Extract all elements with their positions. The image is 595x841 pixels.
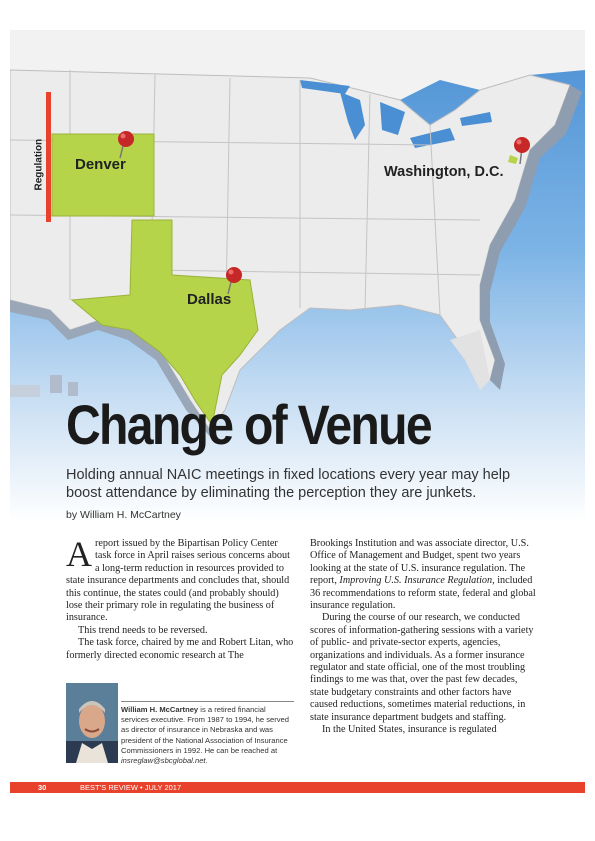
author-bio [66,683,294,767]
city-label-dallas: Dallas [187,291,232,308]
page-footer [10,782,585,793]
author-email: insreglaw@sbcglobal.net [121,756,206,766]
article-byline: by William H. McCartney [66,509,181,521]
bio-text: William H. McCartney is a retired financial services executive. From 1987 to 1994, he served as director of insurance in Nebraska and was president of the National Association of Insurance Commissioners in 1992. He can be reached at insreglaw@sbcglobal.net. [121,705,289,766]
paragraph: The task force, chaired by me and Robert Litan, who formerly directed economic research at The [66,637,294,661]
city-label-denver: Denver [75,156,126,173]
article-column-2 [310,538,538,737]
drop-cap: A [66,534,92,574]
page-number: 30 [38,783,47,792]
city-label-washington: Washington, D.C. [384,164,504,180]
author-photo [66,683,118,763]
article-column-1 [66,534,294,662]
paragraph: Brookings Institution and was associate director, U.S. Office of Management and Budget, spent two years looking at the state of U.S. insurance regulation. The report, Improving U.S. Insurance Regulation, included 36 recommendations to reform state, federal and global insurance regulation. [310,538,536,612]
paragraph: This trend needs to be reversed. [78,624,208,636]
article-deck: Holding annual NAIC meetings in fixed locations every year may help boost attendance by eliminating the perception they are junkets. [66,467,511,501]
paragraph: Areport issued by the Bipartisan Policy Center task force in April raises serious concerns about a long-term reduction in resources provided to state insurance departments and concludes that, should this continue, the states could (and probably should) lose their primary role in regulating the business of insurance. [66,534,290,624]
paragraph: In the United States, insurance is regulated [322,724,497,736]
report-title: Improving U.S. Insurance Regulation [339,575,493,587]
bio-rule [121,701,294,702]
washington-pin-icon [512,136,532,166]
paragraph: During the course of our research, we conducted scores of information-gathering sessions with a variety of public- and private-sector experts, agencies, organizations and individuals. As a former insurance regulator and state official, one of the most troubling findings to me was that, over the past few decades, state budgetary constraints and other factors have caused reductions, sometimes material reductions, in state insurance department budgets and staffing. [310,612,534,723]
section-accent-bar [46,92,51,222]
section-label: Regulation [33,138,45,191]
magazine-issue: BEST’S REVIEW • JULY 2017 [80,783,182,792]
article-headline: Change of Venue [66,393,431,456]
